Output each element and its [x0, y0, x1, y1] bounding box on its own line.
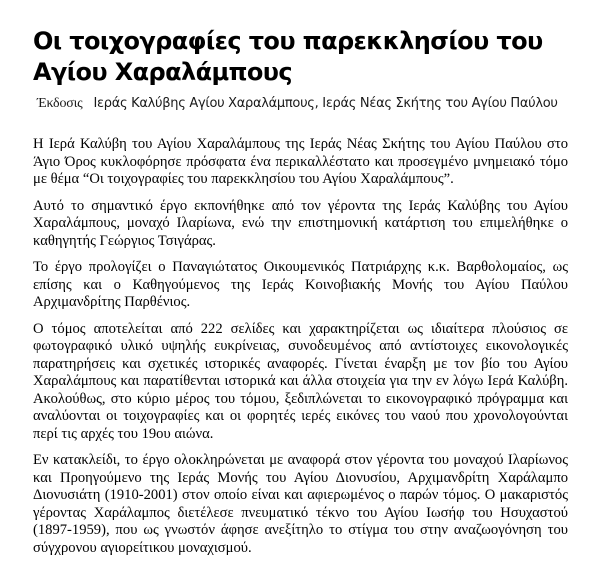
paragraph-2: Αυτό το σημαντικό έργο εκπονήθηκε από τον γέροντα της Ιεράς Καλύβης του Αγίου Χαραλάμπους, μοναχό Ιλαρίωνα, ενώ την επιστημονική κατάρτιση του επιμελήθηκε ο καθηγητής Γεώργιος Τσιγάρας.: [33, 197, 568, 249]
paragraph-3: Το έργο προλογίζει ο Παναγιώτατος Οικουμενικός Πατριάρχης κ.κ. Βαρθολομαίος, ως επίσης και ο Καθηγούμενος της Ιεράς Κοινοβιακής Μονής του Αγίου Παύλου Αρχιμανδρίτης Παρθένιος.: [33, 259, 568, 310]
subtitle-prefix: Έκδοσις: [37, 96, 83, 111]
paragraph-1: Η Ιερά Καλύβη του Αγίου Χαραλάμπους της Ιεράς Νέας Σκήτης του Αγίου Παύλου στο Άγιο Όρος κυκλοφόρησε πρόσφατα ένα περικαλλέστατο και προσεγμένο μνημειακό τόμο με θέμα “Οι τοιχογραφίες του παρεκκλησίου του Αγίου Χαραλάμπους”.: [33, 136, 568, 187]
paragraph-5: Εν κατακλείδι, το έργο ολοκληρώνεται με αναφορά στον γέροντα του μοναχού Ιλαρίωνος και Προηγούμενο της Ιεράς Μονής του Αγίου Διονυσίου, Αρχιμανδρίτη Χαράλαμπο Διονυσιάτη (1910-2001) στον οποίο είναι και αφιερωμένος ο παρών τόμος. Ο μακαριστός γέροντας Χαράλαμπος διετέλεσε πνευματικό τέκνο του Αγίου Ιωσήφ του Ησυχαστού (1897-1959), που ως γνωστόν άφησε ανεξίτηλο το στίγμα του στην αναζωογόνηση του σύγχρονου αγιορείτικου μοναχισμού.: [33, 452, 568, 556]
page-title-line1: Οι τοιχογραφίες του παρεκκλησίου του: [33, 27, 543, 55]
subtitle: [37, 94, 568, 112]
page-title-line2: Αγίου Χαραλάμπους: [33, 58, 293, 86]
page-title: [33, 26, 568, 88]
subtitle-publisher: Ιεράς Καλύβης Αγίου Χαραλάμπους, Ιεράς Νέας Σκήτης του Αγίου Παύλου: [93, 96, 558, 111]
paragraph-4: Ο τόμος αποτελείται από 222 σελίδες και χαρακτηρίζεται ως ιδιαίτερα πλούσιος σε φωτογραφικό υλικό υψηλής ευκρίνειας, συνοδευμένος από αντίστοιχες εικονολογικές παρατηρήσεις και σχετικές ιστορικές αναφορές. Γίνεται έναρξη με τον βίο του Αγίου Χαραλάμπους και παρατίθενται ιστορικά και άλλα στοιχεία για την εν λόγω Ιερά Καλύβη. Ακολούθως, στο κύριο μέρος του τόμου, ξεδιπλώνεται το εικονογραφικό πρόγραμμα και αναλύονται οι τοιχογραφίες και οι φορητές ιερές εικόνες του ναού που χρονολογούνται περί τις αρχές του 19ου αιώνα.: [33, 320, 568, 442]
article-body: [33, 136, 568, 557]
